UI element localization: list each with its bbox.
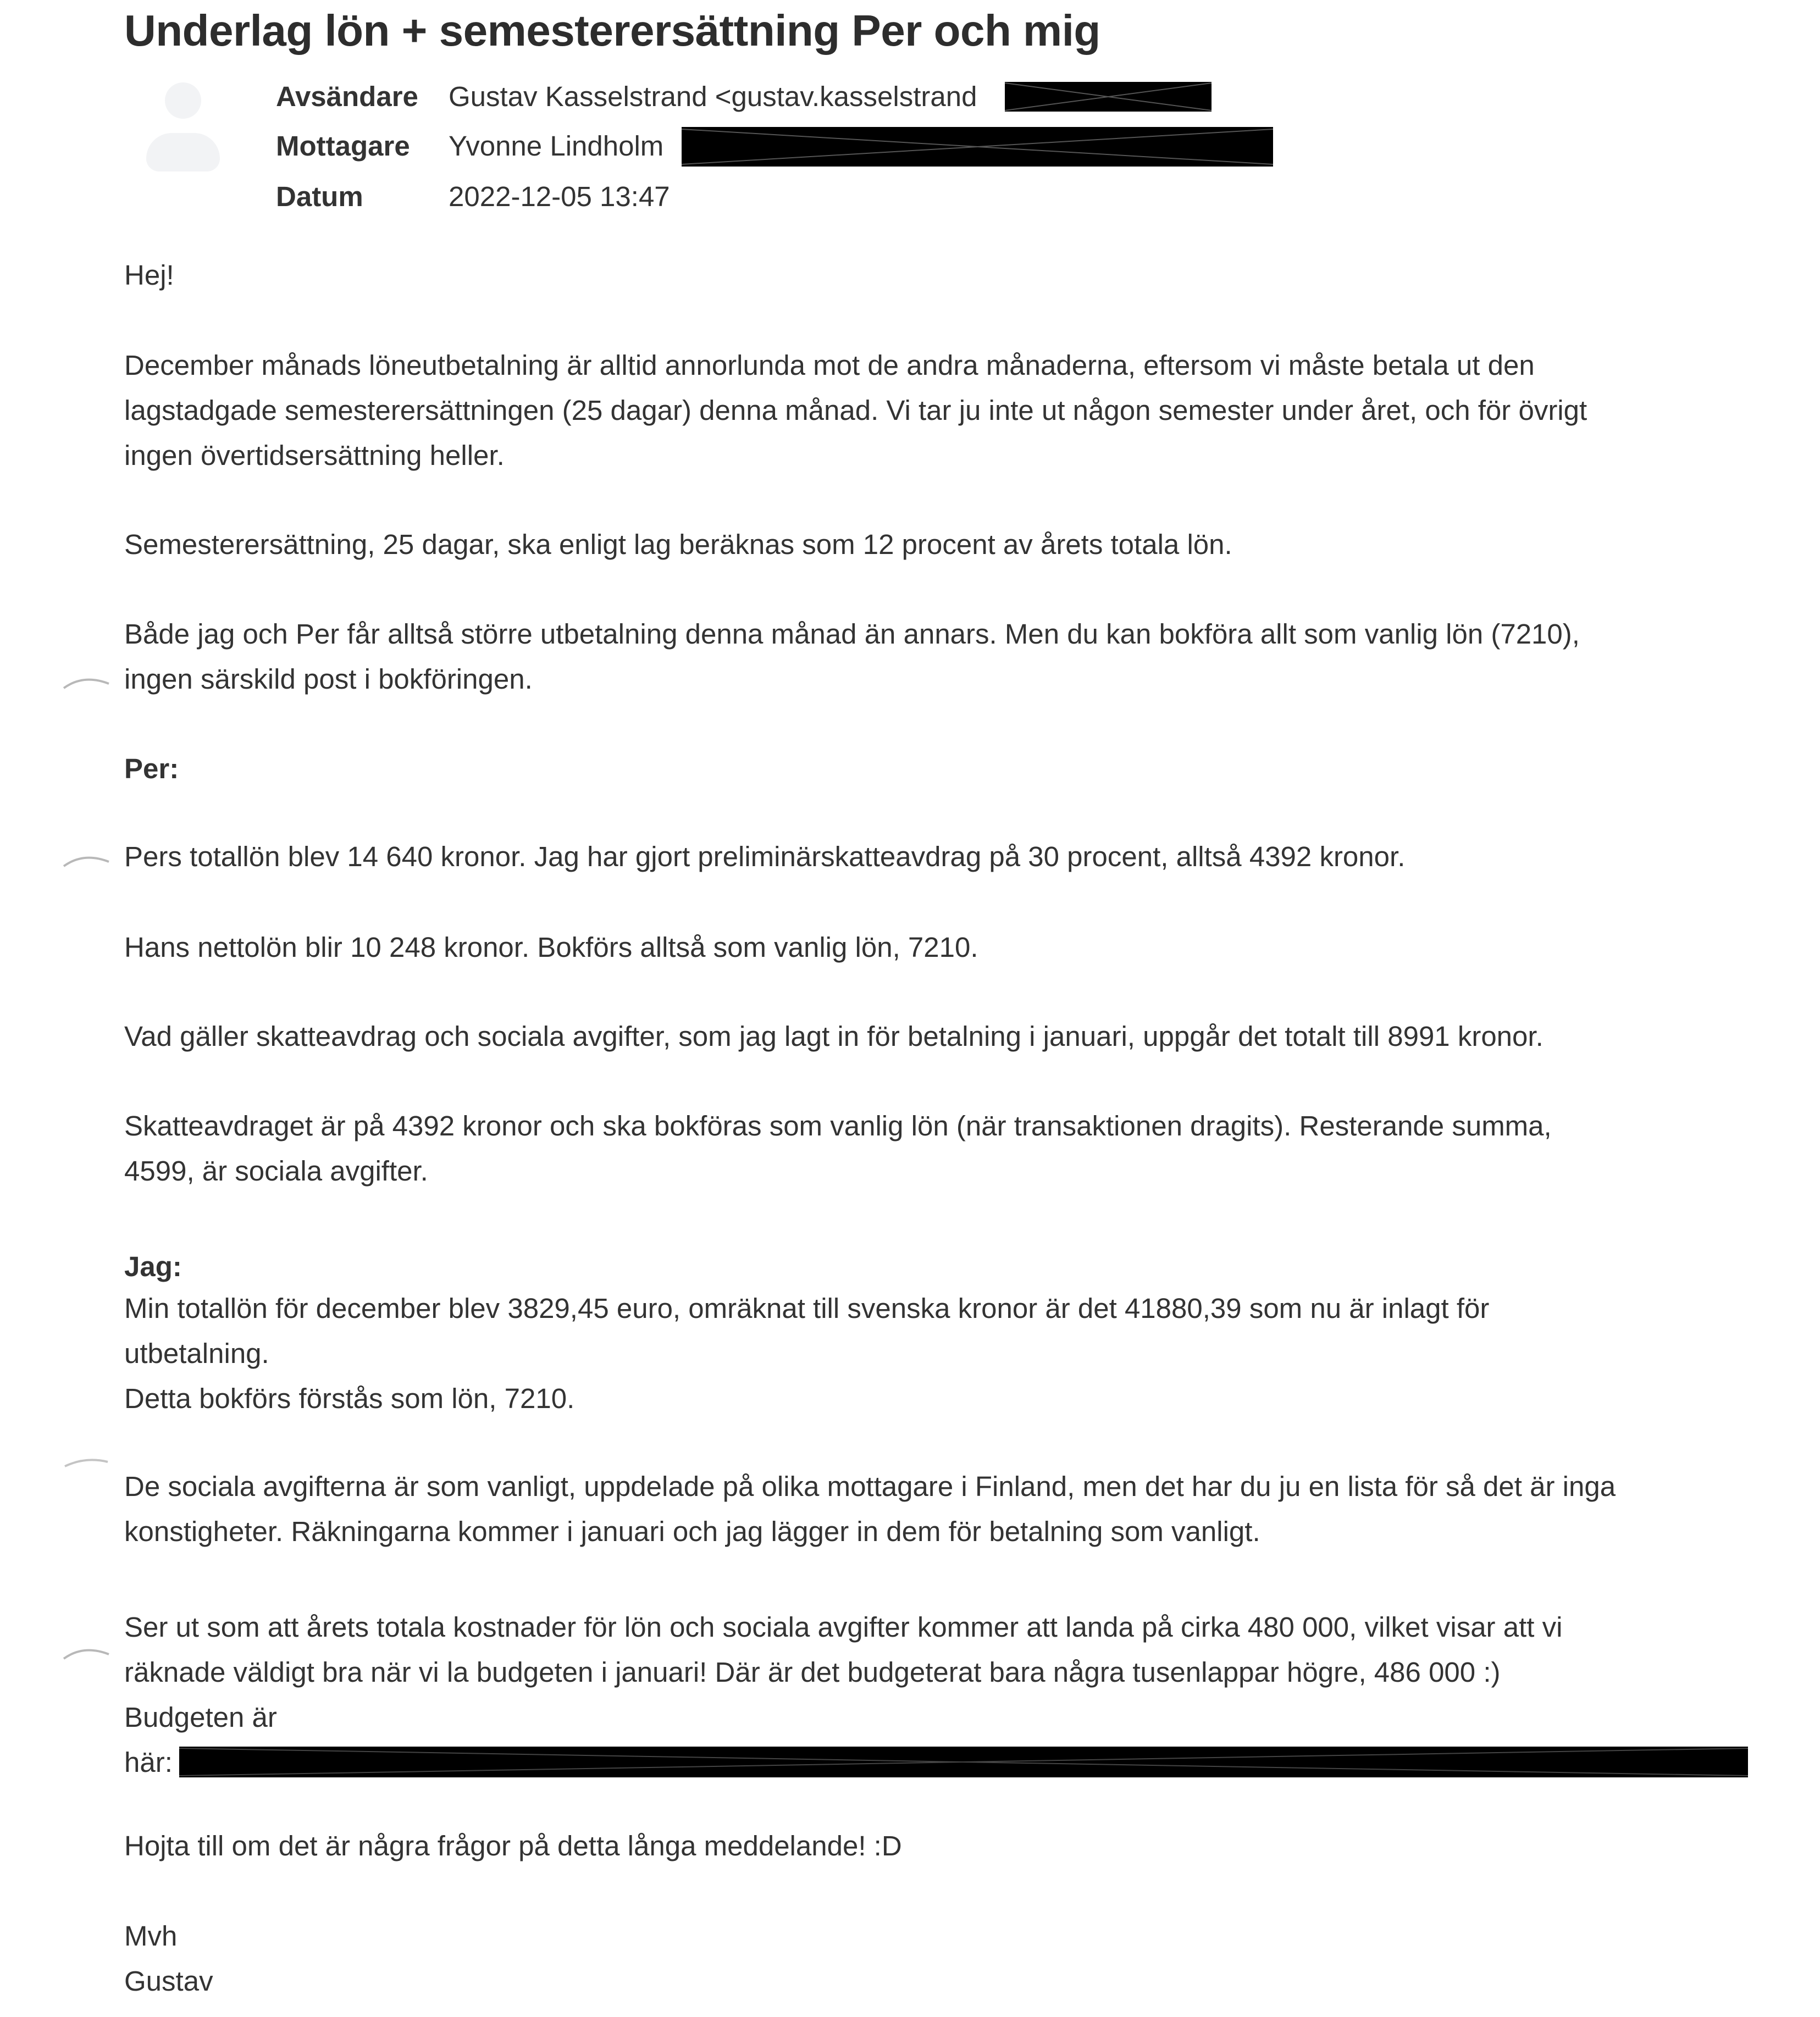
budget-link-redaction[interactable] [179,1747,1748,1777]
sender-avatar [142,78,224,177]
signoff: Mvh [124,1920,178,1952]
paragraph-bookkeeping: Både jag och Per får alltså större utbetalning denna månad än annars. Men du kan bokföra allt som vanlig lön (7210), ingen särskild post i bokföringen. [124,618,1580,695]
scan-mark-icon [62,850,111,872]
budget-link-prefix: här: [124,1747,173,1778]
paragraph-per-total: Pers totallön blev 14 640 kronor. Jag har gjort preliminärskatteavdrag på 30 procent, alltså 4392 kronor. [124,841,1406,872]
sender-label: Avsändare [276,81,418,112]
sender-email-redaction [1005,82,1212,112]
email-subject: Underlag lön + semesterersättning Per och mig [124,6,1100,55]
scan-mark-icon [62,672,111,694]
avatar-head [165,82,201,119]
redaction-cross-icon [1005,82,1212,112]
date-value: 2022-12-05 13:47 [449,181,670,212]
recipient-label: Mottagare [276,130,410,162]
paragraph-vacation-rule: Semesterersättning, 25 dagar, ska enligt lag beräknas som 12 procent av årets totala lön. [124,529,1232,560]
date-row [276,180,826,224]
scan-mark-icon [62,1453,111,1475]
paragraph-intro: December månads löneutbetalning är alltid annorlunda mot de andra månaderna, eftersom vi måste betala ut den lagstadgade semesterersättningen (25 dagar) denna månad. Vi tar ju inte ut någon semester under året, och för övrigt ingen övertidsersättning heller. [124,350,1587,471]
paragraph-summary: Ser ut som att årets totala kostnader för lön och sociala avgifter kommer att landa på cirka 480 000, vilket visar att vi räknade väldigt bra när vi la budgeten i januari! Där är det budgeterat bara några tusenlappar högre, 486 000 :) Budgeten är här: [124,1605,1729,1785]
paragraph-per-net: Hans nettolön blir 10 248 kronor. Bokförs alltså som vanlig lön, 7210. [124,932,978,963]
signature-block [124,1914,1729,2004]
redaction-cross-icon [179,1747,1748,1777]
recipient-email-redaction [682,127,1273,167]
per-heading: Per: [124,753,179,784]
paragraph-jag-fees: De sociala avgifterna är som vanligt, uppdelade på olika mottagare i Finland, men det har du ju en lista för så det är inga konstigheter. Räkningarna kommer i januari och jag lägger in dem för betalning som vanligt. [124,1471,1616,1547]
jag-heading: Jag: [124,1251,182,1282]
redaction-cross-icon [682,127,1273,167]
sender-value[interactable]: Gustav Kasselstrand <gustav.kasselstrand [449,81,977,112]
paragraph-per-fees: Vad gäller skatteavdrag och sociala avgifter, som jag lagt in för betalning i januari, uppgår det totalt till 8991 kronor. [124,1021,1544,1052]
scan-mark-icon [62,1642,111,1664]
avatar-torso [146,133,220,171]
paragraph-per-tax: Skatteavdraget är på 4392 kronor och ska bokföras som vanlig lön (när transaktionen dragits). Resterande summa, 4599, är sociala avgifter. [124,1110,1552,1187]
greeting: Hej! [124,259,174,291]
signature: Gustav [124,1965,213,1997]
recipient-row [276,130,683,174]
date-label: Datum [276,181,363,212]
recipient-value[interactable]: Yvonne Lindholm [449,130,664,162]
paragraph-jag-total: Min totallön för december blev 3829,45 euro, omräknat till svenska kronor är det 41880,39 som nu är inlagt för utbetalning. Detta bokförs förstås som lön, 7210. [124,1293,1490,1414]
paragraph-closing: Hojta till om det är några frågor på detta långa meddelande! :D [124,1830,902,1861]
